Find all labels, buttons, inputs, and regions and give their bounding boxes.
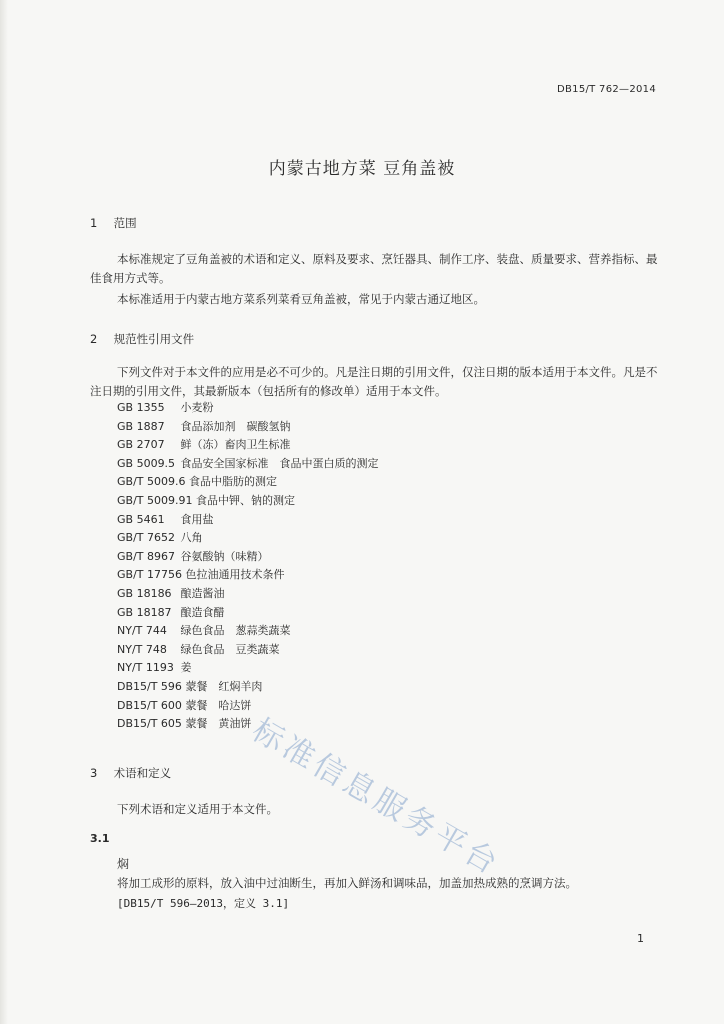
reference-title: 蒙餐 哈达饼 xyxy=(185,698,252,712)
reference-item xyxy=(117,473,379,492)
section-title: 术语和定义 xyxy=(113,766,172,780)
reference-title: 蒙餐 红焖羊肉 xyxy=(185,679,263,693)
reference-item xyxy=(117,436,379,455)
term-source: [DB15/T 596—2013，定义 3.1] xyxy=(117,897,290,910)
reference-code: GB/T 8967 xyxy=(117,549,175,563)
reference-code: GB/T 7652 xyxy=(117,531,175,545)
reference-title: 绿色食品 豆类蔬菜 xyxy=(180,642,280,656)
section-3-heading xyxy=(90,765,171,781)
reference-item xyxy=(117,529,379,548)
reference-item xyxy=(117,659,379,678)
reference-title: 谷氨酸钠（味精） xyxy=(180,549,269,563)
section-2-heading xyxy=(90,331,194,347)
reference-item xyxy=(117,604,379,623)
reference-title: 食品安全国家标准 食品中蛋白质的测定 xyxy=(180,456,379,470)
reference-code: GB 1355 xyxy=(117,401,165,414)
reference-code: GB/T 5009.91 xyxy=(117,493,193,507)
term-number: 3.1 xyxy=(90,832,110,845)
reference-item xyxy=(117,715,379,734)
reference-title: 色拉油通用技术条件 xyxy=(185,568,285,582)
term-definition: 将加工成形的原料，放入油中过油断生，再加入鲜汤和调味品，加盖加热成熟的烹调方法。 xyxy=(117,876,577,890)
reference-title: 食品中脂肪的测定 xyxy=(188,475,277,489)
reference-code: GB 18186 xyxy=(117,586,172,600)
reference-list xyxy=(117,399,379,734)
document-title: 内蒙古地方菜 豆角盖被 xyxy=(268,159,456,179)
section-number: 1 xyxy=(90,216,98,230)
reference-item xyxy=(117,678,379,697)
reference-title: 食品添加剂 碳酸氢钠 xyxy=(180,419,291,433)
section-title: 范围 xyxy=(113,216,137,230)
reference-title: 鲜（冻）畜肉卫生标准 xyxy=(180,438,291,452)
section-number: 2 xyxy=(90,332,98,346)
reference-title: 绿色食品 葱蒜类蔬菜 xyxy=(180,624,291,638)
reference-code: GB/T 5009.6 xyxy=(117,475,186,489)
reference-title: 酿造食醋 xyxy=(180,605,225,619)
reference-code: NY/T 748 xyxy=(117,642,167,656)
reference-item xyxy=(117,455,379,474)
reference-code: DB15/T 600 xyxy=(117,698,182,712)
reference-item xyxy=(117,492,379,511)
reference-item xyxy=(117,548,379,567)
scope-paragraph-1: 本标准规定了豆角盖被的术语和定义、原料及要求、烹饪器具、制作工序、装盘、质量要求、营养指标、最佳食用方式等。 xyxy=(90,252,658,285)
normative-intro: 下列文件对于本文件的应用是必不可少的。凡是注日期的引用文件，仅注日期的版本适用于本文件。凡是不注日期的引用文件，其最新版本（包括所有的修改单）适用于本文件。 xyxy=(90,365,658,398)
section-1-heading xyxy=(90,215,137,231)
reference-title: 酿造酱油 xyxy=(180,586,225,600)
reference-code: GB 5009.5 xyxy=(117,456,176,470)
watermark: 标准信息服务平台 xyxy=(246,711,507,884)
reference-item xyxy=(117,585,379,604)
reference-title: 小麦粉 xyxy=(180,401,214,414)
reference-code: GB 2707 xyxy=(117,438,165,452)
page-number: 1 xyxy=(637,932,644,945)
document-code: DB15/T 762—2014 xyxy=(557,84,656,95)
reference-code: DB15/T 596 xyxy=(117,679,182,693)
reference-title: 食品中钾、钠的测定 xyxy=(195,493,295,507)
reference-code: NY/T 744 xyxy=(117,624,167,638)
reference-code: GB 18187 xyxy=(117,605,172,619)
reference-title: 八角 xyxy=(180,531,203,545)
reference-code: NY/T 1193 xyxy=(117,661,174,675)
reference-title: 食用盐 xyxy=(180,512,214,526)
reference-code: GB 5461 xyxy=(117,512,165,526)
reference-item xyxy=(117,418,379,437)
reference-item xyxy=(117,566,379,585)
reference-title: 蒙餐 黄油饼 xyxy=(185,717,252,731)
reference-item xyxy=(117,511,379,530)
reference-item xyxy=(117,622,379,641)
terms-intro: 下列术语和定义适用于本文件。 xyxy=(117,802,278,816)
reference-code: GB/T 17756 xyxy=(117,568,182,582)
reference-code: DB15/T 605 xyxy=(117,717,182,731)
term-name: 焖 xyxy=(117,857,130,871)
reference-title: 姜 xyxy=(180,661,192,675)
reference-item xyxy=(117,697,379,716)
reference-item xyxy=(117,399,379,418)
section-title: 规范性引用文件 xyxy=(113,332,195,346)
reference-code: GB 1887 xyxy=(117,419,165,433)
section-number: 3 xyxy=(90,766,98,780)
reference-item xyxy=(117,641,379,660)
scope-paragraph-2: 本标准适用于内蒙古地方菜系列菜肴豆角盖被，常见于内蒙古通辽地区。 xyxy=(117,292,485,306)
